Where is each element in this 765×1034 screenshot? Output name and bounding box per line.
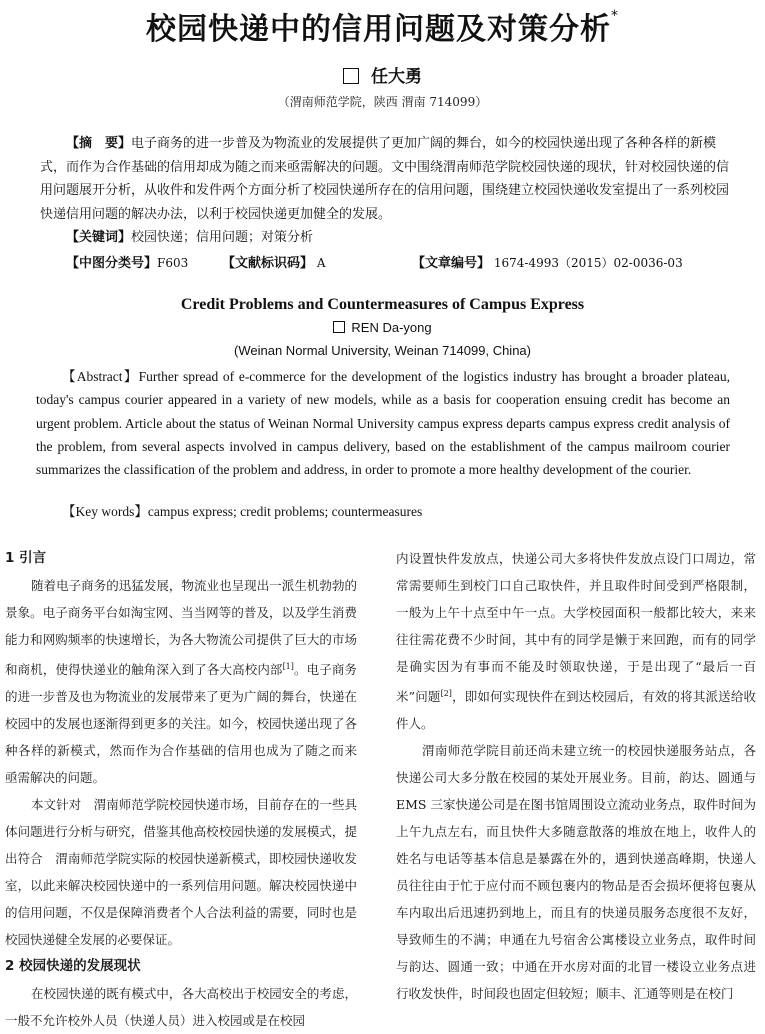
article-number: 【文章编号】 1674-4993（2015）02-0036-03: [412, 256, 683, 271]
section-2-paragraph-1: 在校园快递的既有模式中，各大高校出于校园安全的考虑，一般不允许校外人员（快递人员）进入校园或是在校园: [5, 986, 357, 1029]
english-abstract: [36, 365, 730, 481]
english-keywords-text: campus express; credit problems; countermeasures: [147, 504, 423, 519]
english-title: Credit Problems and Countermeasures of Campus Express: [180, 296, 585, 313]
body-left-column: [5, 545, 370, 1034]
abstract-text: 电子商务的进一步普及为物流业的发展提供了更加广阔的舞台，如今的校园快递出现了各种各样的新模式，而作为合作基础的信用却成为随之而来亟需解决的问题。文中围绕渭南师范学院校园快递的现状，针对校园快递的信用问题展开分析，从收件和发件两个方面分析了校园快递所存在的信用问题，围绕建立校园快递收发室提出了一系列校园快递信用问题的解决办法，以利于校园快递更加健全的发展。: [40, 136, 730, 222]
english-keywords: [62, 500, 742, 520]
section-1-paragraph-1: 随着电子商务的迅猛发展，物流业也呈现出一派生机勃勃的景象。电子商务平台如淘宝网、当当网等的普及，以及学生消费能力和网购频率的快速增长，为各大物流公司提供了巨大的市场和商机，使得快递业的触角深入到了各大高校内部[1]。电子商务的进一步普及也为物流业的发展带来了更为广阔的舞台，快递在校园中的发展也逐渐得到更多的关注。如今，校园快递出现了各种各样的新模式，然而作为合作基础的信用也成为了随之而来 亟需解决的问题。: [5, 578, 370, 786]
chinese-abstract: [40, 132, 730, 250]
section-1-paragraph-2: 本文针对 渭南师范学院校园快递市场，目前存在的一些具体问题进行分析与研究，借鉴其他高校校园快递的发展模式，提出符合 渭南师范学院实际的校园快递新模式，即校园快递收发室，以此来解决校园快递中的一系列信用问题。解决校园快递中的信用问题，不仅是保障消费者个人合法利益的需要，同时也是校园快递健全发展的必要保证。: [5, 797, 357, 948]
section-2-heading: 2 校园快递的发展现状: [5, 958, 141, 975]
clc-code: 【中图分类号】F603: [66, 256, 189, 271]
author-box-icon: [343, 68, 359, 84]
english-abstract-label: 【Abstract】: [62, 369, 139, 384]
citation-1: [1]: [282, 662, 294, 671]
english-author-name: REN Da-yong: [351, 320, 432, 335]
english-author-box-icon: [333, 321, 345, 333]
abstract-label: 【摘 要】: [66, 136, 132, 151]
affiliation: （渭南师范学院，陕西 渭南 714099）: [277, 95, 488, 109]
english-keywords-label: 【Key words】: [62, 504, 148, 519]
doc-code: 【文献标识码】 A: [222, 256, 326, 271]
title-footnote-mark: *: [611, 8, 619, 24]
english-affiliation: (Weinan Normal University, Weinan 714099, China): [234, 343, 531, 358]
author-name: 任大勇: [371, 67, 422, 87]
paper-title: 校园快递中的信用问题及对策分析*: [146, 8, 619, 47]
body-right-column: [396, 545, 756, 1007]
section-1-heading: 1 引言: [5, 550, 47, 566]
right-paragraph-1: 内设置快件发放点，快递公司大多将快件发放点设门口周边，常常需要师生到校门口自己取快件，并且取件时间受到严格限制，一般为上午十点至中午一点。大学校园面积一般都比较大，来来往往需花费不少时间，其中有的同学是懒于来回跑，而有的同学是确实因为有事而不能及时领取快递，于是出现了“最后一百米”问题[2]，即如何实现快件在到达校园后，有效的将其派送给收件人。: [396, 551, 756, 732]
english-author-line: [0, 320, 765, 335]
right-paragraph-2: 渭南师范学院目前还尚未建立统一的校园快递服务站点，各快递公司大多分散在校园的某处开展业务。目前，韵达、圆通与 EMS 三家快递公司是在图书馆周围设立流动业务点，取件时间为上午九点左右，而且快件大多随意散落的堆放在地上，收件人的姓名与电话等基本信息是暴露在外的，遇到快递高峰期，快递人员往往由于忙于应付而不顾包裹内的物品是否会损坏便将包裹从车内取出后迅速扔到地上，而且有的快递员服务态度很不友好，导致师生的不满；申通在九号宿舍公寓楼设立业务点，取件时间与韵达、圆通一致；中通在开水房对面的北冒一楼设立业务点进行收发快件，时间段也固定但较短；顺丰、汇通等则是在校门: [396, 743, 756, 1002]
english-abstract-text: Further spread of e-commerce for the development of the logistics industry has brought a broader plateau, today's campus courier appeared in a variety of new models, while as a basis for cooperation ensuing credit has become an urgent problem. Article about the status of Weinan Normal University campus express departs campus express credit analysis of the problem, from several aspects involved in campus delivery, based on the establishment of the campus mailroom courier summarizes the classification of the problem and address, in order to promote a more healthy development of the courier.: [36, 369, 731, 478]
citation-2: [2]: [440, 689, 452, 698]
author-line: [0, 62, 765, 87]
keywords-text: 校园快递；信用问题；对策分析: [131, 230, 314, 245]
keywords-label: 【关键词】: [66, 230, 132, 245]
